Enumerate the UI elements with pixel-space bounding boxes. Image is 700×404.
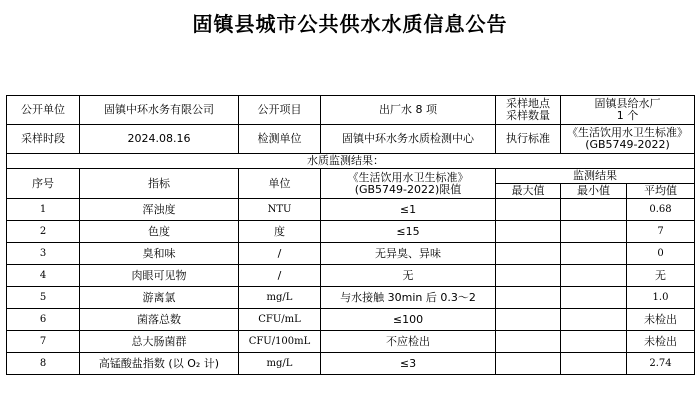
row-seq: 2 (7, 221, 80, 243)
item-value: 出厂水 8 项 (321, 96, 496, 125)
count-label: 采样数量 (506, 109, 550, 122)
site-count-labels (496, 96, 561, 125)
row-limit: ≤3 (321, 353, 496, 375)
standard-value-line1: 《生活饮用水卫生标准》 (567, 126, 688, 139)
row-indicator: 肉眼可见物 (80, 265, 239, 287)
unit-label: 检测单位 (239, 125, 321, 154)
results-caption: 水质监测结果： (7, 154, 695, 169)
standard-value (561, 125, 695, 154)
col-max-header: 最大值 (496, 184, 561, 199)
limit-header-line1: 《生活饮用水卫生标准》 (347, 170, 469, 184)
row-unit: 度 (239, 221, 321, 243)
row-unit: / (239, 243, 321, 265)
row-max (496, 221, 561, 243)
col-results-header: 监测结果 (496, 169, 695, 184)
row-max (496, 353, 561, 375)
row-avg: 未检出 (627, 331, 695, 353)
row-max (496, 199, 561, 221)
row-indicator: 游离氯 (80, 287, 239, 309)
row-indicator: 色度 (80, 221, 239, 243)
row-indicator: 总大肠菌群 (80, 331, 239, 353)
row-seq: 6 (7, 309, 80, 331)
publisher-value: 固镇中环水务有限公司 (80, 96, 239, 125)
row-indicator: 浑浊度 (80, 199, 239, 221)
row-unit: mg/L (239, 353, 321, 375)
row-limit: ≤100 (321, 309, 496, 331)
row-min (561, 287, 627, 309)
header-row-1 (7, 169, 695, 184)
row-min (561, 331, 627, 353)
row-limit: 与水接触 30min 后 0.3～2 (321, 287, 496, 309)
table-row (7, 221, 695, 243)
row-max (496, 265, 561, 287)
row-unit: CFU/100mL (239, 331, 321, 353)
col-avg-header: 平均值 (627, 184, 695, 199)
row-min (561, 353, 627, 375)
row-limit: 无异臭、异味 (321, 243, 496, 265)
row-indicator: 高锰酸盐指数 (以 O₂ 计) (80, 353, 239, 375)
row-seq: 3 (7, 243, 80, 265)
row-avg: 0 (627, 243, 695, 265)
table-row (7, 265, 695, 287)
info-row-time (7, 125, 695, 154)
row-min (561, 265, 627, 287)
item-label: 公开项目 (239, 96, 321, 125)
count-value: 1 个 (616, 109, 639, 122)
row-limit: 无 (321, 265, 496, 287)
row-seq: 1 (7, 199, 80, 221)
row-limit: ≤15 (321, 221, 496, 243)
limit-header-line2: (GB5749-2022)限值 (354, 182, 462, 196)
row-seq: 8 (7, 353, 80, 375)
time-value: 2024.08.16 (80, 125, 239, 154)
row-max (496, 243, 561, 265)
row-max (496, 331, 561, 353)
row-seq: 4 (7, 265, 80, 287)
col-indicator-header: 指标 (80, 169, 239, 199)
row-min (561, 309, 627, 331)
row-max (496, 309, 561, 331)
row-limit: 不应检出 (321, 331, 496, 353)
row-indicator: 菌落总数 (80, 309, 239, 331)
table-row (7, 309, 695, 331)
table-row (7, 199, 695, 221)
site-label: 采样地点 (506, 97, 550, 110)
col-min-header: 最小值 (561, 184, 627, 199)
row-avg: 2.74 (627, 353, 695, 375)
site-count-values (561, 96, 695, 125)
row-avg: 未检出 (627, 309, 695, 331)
table-row (7, 243, 695, 265)
col-seq-header: 序号 (7, 169, 80, 199)
page-title: 固镇县城市公共供水水质信息公告 (192, 12, 508, 36)
results-caption-row (7, 154, 695, 169)
row-min (561, 243, 627, 265)
col-limit-header (321, 169, 496, 199)
site-value: 固镇县给水厂 (594, 97, 661, 110)
row-unit: NTU (239, 199, 321, 221)
row-unit: / (239, 265, 321, 287)
time-label: 采样时段 (7, 125, 80, 154)
table-row (7, 331, 695, 353)
row-limit: ≤1 (321, 199, 496, 221)
table-row (7, 287, 695, 309)
col-unit-header: 单位 (239, 169, 321, 199)
row-indicator: 臭和味 (80, 243, 239, 265)
row-unit: CFU/mL (239, 309, 321, 331)
row-seq: 7 (7, 331, 80, 353)
row-avg: 1.0 (627, 287, 695, 309)
row-min (561, 199, 627, 221)
table-row (7, 353, 695, 375)
row-unit: mg/L (239, 287, 321, 309)
standard-value-line2: (GB5749-2022) (585, 138, 670, 151)
row-max (496, 287, 561, 309)
water-quality-table (6, 95, 695, 375)
publisher-label: 公开单位 (7, 96, 80, 125)
standard-label: 执行标准 (496, 125, 561, 154)
row-avg: 无 (627, 265, 695, 287)
row-min (561, 221, 627, 243)
info-row-publisher (7, 96, 695, 125)
row-avg: 0.68 (627, 199, 695, 221)
unit-value: 固镇中环水务水质检测中心 (321, 125, 496, 154)
row-seq: 5 (7, 287, 80, 309)
row-avg: 7 (627, 221, 695, 243)
